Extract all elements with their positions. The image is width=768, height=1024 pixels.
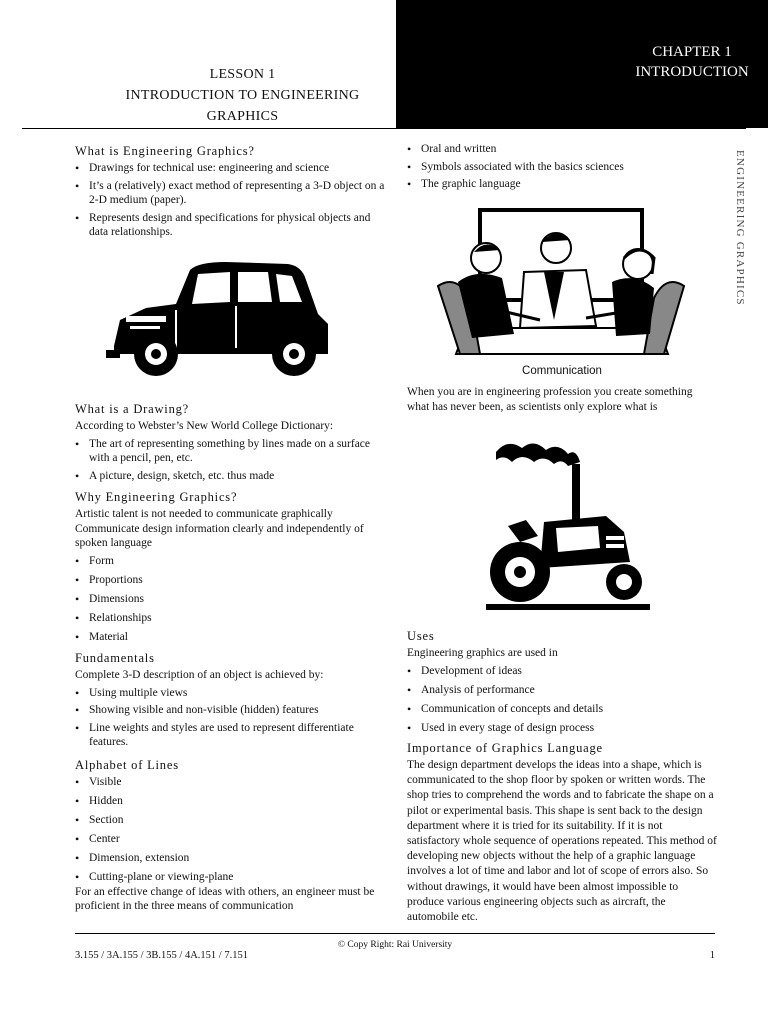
section-heading: Alphabet of Lines [75,758,179,772]
lesson-number: LESSON 1 [209,67,276,82]
list-item: • Drawings for technical use: engineering and science [75,161,385,176]
section-heading: What is a Drawing? [75,402,190,416]
section-heading: Fundamentals [75,651,155,665]
section-importance [407,740,717,925]
list-item: • Used in every stage of design process [407,721,717,736]
list-item: • Communication of concepts and details [407,702,717,717]
section-communication-text [407,385,717,414]
list-item: • A picture, design, sketch, etc. thus made [75,469,385,484]
chapter-title: INTRODUCTION [635,64,749,80]
list-item: • Form [75,554,385,569]
list-item: • Symbols associated with the basics sciences [407,160,717,175]
section-what-is-eg [75,143,385,243]
list-item: • Cutting-plane or viewing-plane [75,870,385,885]
list-item: • Dimensions [75,592,385,607]
list-item: • Analysis of performance [407,683,717,698]
section-fundamentals [75,650,385,753]
section-uses [407,628,717,740]
copyright: © Copy Right: Rai University [337,940,453,950]
list-item: • The graphic language [407,177,717,192]
list-item: • Visible [75,775,385,790]
list-item: • Dimension, extension [75,851,385,866]
paragraph: The design department develops the ideas into a shape, which is communicated to the shop floor by spoken or written words. The shop tries to comprehend the words and to fabricate the shape on a pilot or experimental basis. This shape is sent back to the design department where it is tried for its suitability. If it is not satisfactory whole sequence of operations repeated. This method of developing new objects without the help of a graphic language involves a lot of time and labor and lot of scope of errors also. So without drawings, it would have been almost impossible to produce various engineering objects such as aircraft, the automobile etc. [407,759,717,924]
paragraph: When you are in engineering profession you create something what has never been, as scientists only explore what is [407,386,693,413]
paragraph: Artistic talent is not needed to communicate graphically [75,508,333,520]
paragraph: Engineering graphics are used in [407,647,558,659]
side-vertical-text: ENGINEERING GRAPHICS [734,150,746,306]
figure-caption: Communication [522,365,602,377]
list-item: • Using multiple views [75,686,385,701]
section-communication-means [407,142,717,195]
section-alphabet-of-lines [75,757,385,914]
list-item: • Section [75,813,385,828]
course-codes: 3.155 / 3A.155 / 3B.155 / 4A.151 / 7.151 [75,950,248,961]
chapter-number: CHAPTER 1 [652,44,732,60]
list-item: • Relationships [75,611,385,626]
list-item: • Line weights and styles are used to represent differentiate features. [75,721,385,750]
paragraph: According to Webster’s New World College Dictionary: [75,420,334,432]
section-what-is-drawing [75,401,385,486]
list-item: • Represents design and specifications for physical objects and data relationships. [75,211,385,240]
meeting-illustration [436,208,688,360]
list-item: • Development of ideas [407,664,717,679]
section-heading: Uses [407,629,435,643]
chapter-banner [396,0,768,128]
tractor-illustration [486,436,654,612]
list-item: • Proportions [75,573,385,588]
section-why-eg [75,489,385,649]
list-item: • The art of representing something by lines made on a surface with a pencil, pen, etc. [75,437,385,466]
lesson-title [60,64,425,127]
section-heading: What is Engineering Graphics? [75,144,255,158]
lesson-title-line1: INTRODUCTION TO ENGINEERING [125,88,360,103]
section-heading: Importance of Graphics Language [407,741,603,755]
vintage-car-illustration [106,258,336,378]
paragraph: Complete 3-D description of an object is achieved by: [75,669,324,681]
list-item: • Hidden [75,794,385,809]
paragraph: Communicate design information clearly and independently of spoken language [75,522,364,549]
list-item: • Showing visible and non-visible (hidden) features [75,703,385,718]
lesson-title-line2: GRAPHICS [206,109,279,124]
list-item: • Center [75,832,385,847]
list-item: • Oral and written [407,142,717,157]
list-item: • Material [75,630,385,645]
footer-rule [75,933,715,934]
list-item: • It’s a (relatively) exact method of representing a 3-D object on a 2-D medium (paper). [75,179,385,208]
header-rule [22,128,746,129]
page-number: 1 [709,950,715,961]
section-heading: Why Engineering Graphics? [75,490,238,504]
paragraph: For an effective change of ideas with others, an engineer must be proficient in the three means of communication [75,885,375,913]
